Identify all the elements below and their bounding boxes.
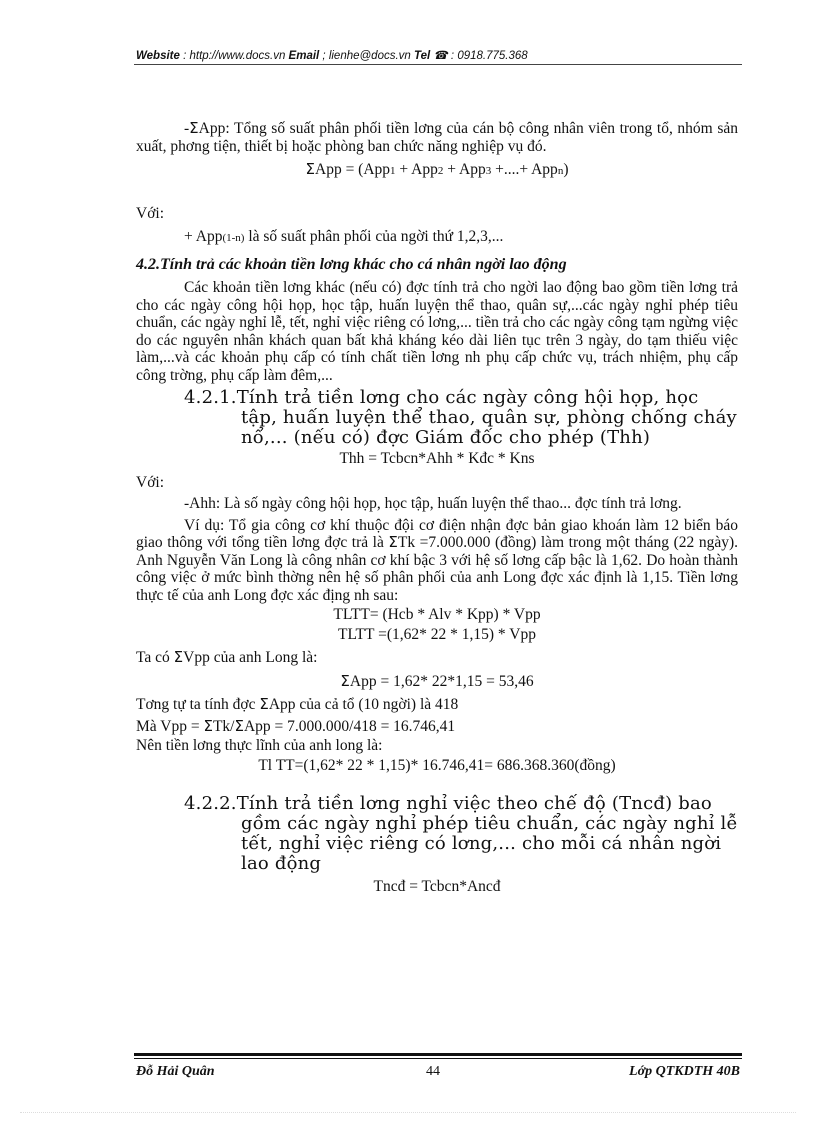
formula-sum-app: ΣApp = (App1 + App2 + App3 +....+ Appn) bbox=[305, 160, 569, 178]
section-heading-4-2-2: 4.2.2.Tính trả tiền lơng nghỉ việc theo chế độ (Tncđ) bao gồm các ngày nghỉ phép tiêu chuẩn, các ngày nghỉ lễ tết, nghỉ việc riêng có lơng,... cho mỗi cá nhân ngời lao động bbox=[184, 793, 738, 874]
formula-tncd: Tncđ = Tcbcn*Ancđ bbox=[373, 878, 501, 895]
footer-class: Lớp QTKDTH 40B bbox=[629, 1064, 740, 1079]
sigma-symbol: Σ bbox=[259, 695, 269, 713]
footer-rule-thin bbox=[134, 1058, 742, 1059]
section-heading-4-2: 4.2.Tính trả các khoản tiền lơng khác cho cá nhân ngời lao động bbox=[136, 255, 567, 273]
paragraph-ahh: -Ahh: Là số ngày công hội họp, học tập, huấn luyện thể thao... đợc tính trả lơng. bbox=[184, 495, 682, 512]
line-ma-vpp: Mà Vpp = ΣTk/ΣApp = 7.000.000/418 = 16.746,41 bbox=[136, 716, 456, 735]
website-label: Website bbox=[136, 50, 180, 62]
formula-thh: Thh = Tcbcn*Ahh * Kđc * Kns bbox=[339, 450, 535, 467]
sigma-symbol: Σ bbox=[234, 716, 244, 735]
formula-tltt-result: Tl TT=(1,62* 22 * 1,15)* 16.746,41= 686.368.360(đồng) bbox=[258, 756, 616, 774]
line-nen: Nên tiền lơng thực lĩnh của anh long là: bbox=[136, 737, 383, 754]
sigma-symbol: Σ bbox=[388, 533, 398, 551]
line-tuong-tu: Tơng tự ta tính đợc ΣApp của cả tổ (10 ngời) là 418 bbox=[136, 695, 459, 713]
label-voi-2: Với: bbox=[136, 473, 165, 491]
sigma-symbol: Σ bbox=[305, 160, 315, 178]
sigma-symbol: Σ bbox=[203, 716, 213, 735]
tel-label: Tel bbox=[414, 50, 431, 62]
line-ta-co: Ta có ΣVpp của anh Long là: bbox=[136, 648, 318, 666]
bottom-dotted-line bbox=[20, 1112, 796, 1113]
list-item-app: + App(1-n) là số suất phân phối của ngời thứ 1,2,3,... bbox=[184, 228, 504, 245]
email-value: ; lienhe@docs.vn bbox=[319, 50, 415, 62]
formula-tltt-2: TLTT =(1,62* 22 * 1,15) * Vpp bbox=[338, 625, 536, 643]
tel-value: ☎ : 0918.775.368 bbox=[430, 50, 528, 62]
footer-author: Đỗ Hải Quân bbox=[136, 1064, 215, 1079]
paragraph-app-definition: -ΣApp: Tổng số suất phân phối tiền lơng của cán bộ công nhân viên trong tổ, nhóm sản xuất, phơng tiện, thiết bị hoặc phòng ban chức năng nghiệp vụ đó. bbox=[136, 119, 738, 155]
section-heading-4-2-1: 4.2.1.Tính trả tiền lơng cho các ngày công hội họp, học tập, huấn luyện thể thao, quân sự, phòng chống cháy nổ,... (nếu có) đợc Giám đốc cho phép (Thh) bbox=[184, 387, 737, 448]
document-body bbox=[136, 120, 738, 898]
paragraph-other-wages: Các khoản tiền lơng khác (nếu có) đợc tính trả cho ngời lao động bao gồm tiền lơng trả cho các ngày công hội họp, học tập, huấn luyện thể thao, quân sự,...các ngày nghỉ phép tiêu chuẩn, các ngày nghỉ lễ, tết, nghỉ việc riêng có lơng,... tiền trả cho các ngày công tạm ngừng việc do các nguyên nhân khách quan bất khả kháng kéo dài liên tục trên 3 ngày, do tạm thiếu việc làm,...và các khoản phụ cấp có tính chất tiền lơng nh phụ cấp chức vụ, trách nhiệm, phụ cấp công trờng, phụ cấp làm đêm,... bbox=[136, 279, 738, 384]
sigma-symbol: Σ bbox=[189, 119, 199, 137]
formula-app-long: ΣApp = 1,62* 22*1,15 = 53,46 bbox=[340, 671, 534, 690]
sigma-symbol: Σ bbox=[173, 648, 184, 666]
header-rule bbox=[134, 64, 742, 65]
website-value: : http://www.docs.vn bbox=[179, 50, 289, 62]
footer-rule-thick bbox=[134, 1053, 742, 1056]
page-footer bbox=[136, 1064, 740, 1084]
sigma-symbol: Σ bbox=[340, 671, 350, 690]
email-label: Email bbox=[288, 50, 320, 62]
page-number: 44 bbox=[426, 1064, 440, 1079]
label-voi: Với: bbox=[136, 204, 165, 222]
paragraph-example: Ví dụ: Tổ gia công cơ khí thuộc đội cơ điện nhận đợc bản giao khoán làm 12 biển báo giao thông với tổng tiền lơng đợc trả là ΣTk =7.000.000 (đồng) làm trong một tháng (22 ngày). Anh Nguyễn Văn Long là công nhân cơ khí bậc 3 với hệ số lơng cấp bậc là 1,62. Do hoàn thành công việc ở mức bình thờng nên hệ số phân phối của anh Long đợc xác định là 1,15. Tiền lơng thực tế của anh Long đợc xác địng nh sau: bbox=[136, 516, 738, 604]
page-header bbox=[136, 48, 741, 62]
formula-tltt-1: TLTT= (Hcb * Alv * Kpp) * Vpp bbox=[333, 606, 541, 623]
